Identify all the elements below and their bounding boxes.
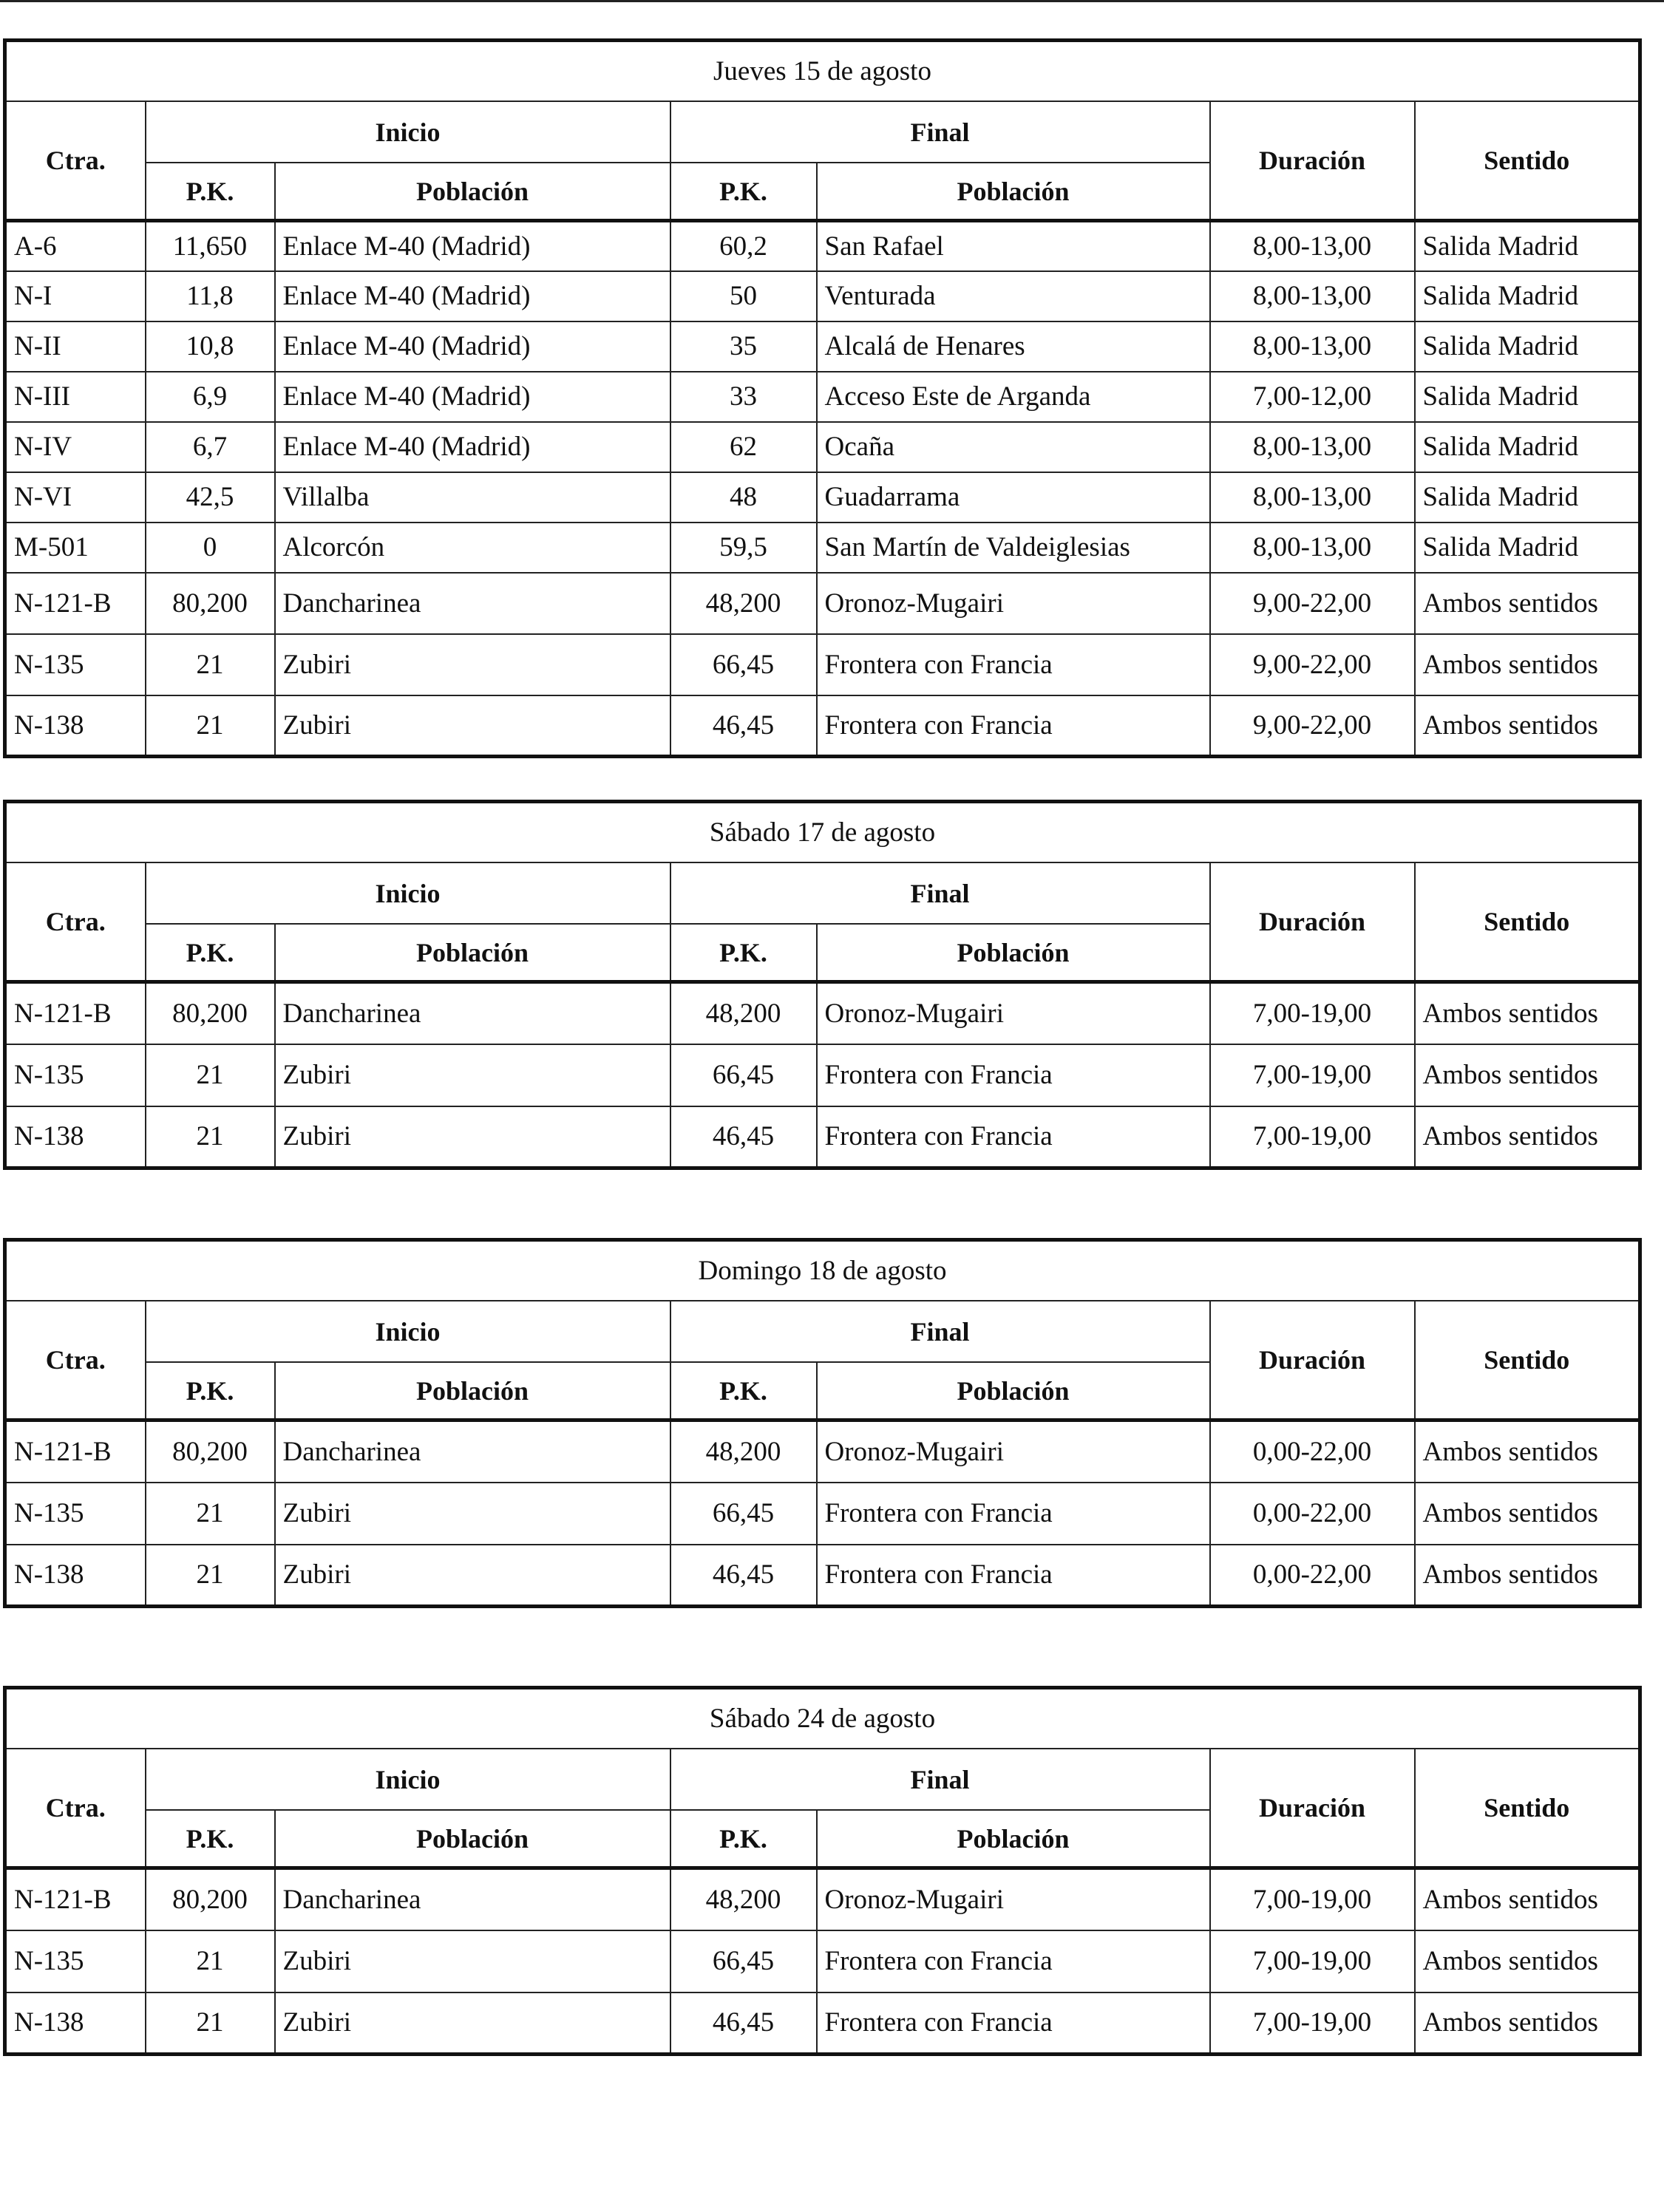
cell-duracion: 8,00-13,00 [1210,523,1415,573]
cell-poblacion-inicio: Dancharinea [275,982,670,1044]
table-row [5,634,1640,695]
cell-duracion: 8,00-13,00 [1210,422,1415,472]
cell-poblacion-final: Frontera con Francia [817,1483,1210,1545]
cell-poblacion-inicio: Zubiri [275,1483,670,1545]
cell-ctra: A-6 [5,221,146,271]
cell-poblacion-final: Guadarrama [817,472,1210,523]
cell-pk-final: 62 [670,422,817,472]
cell-poblacion-final: Venturada [817,271,1210,321]
cell-duracion: 0,00-22,00 [1210,1545,1415,1607]
cell-poblacion-inicio: Enlace M-40 (Madrid) [275,271,670,321]
cell-sentido: Ambos sentidos [1415,1044,1640,1106]
cell-sentido: Ambos sentidos [1415,1545,1640,1607]
cell-poblacion-inicio: Enlace M-40 (Madrid) [275,422,670,472]
cell-poblacion-inicio: Villalba [275,472,670,523]
header-pk-inicio: P.K. [146,924,275,982]
cell-pk-inicio: 80,200 [146,1868,275,1930]
cell-poblacion-final: Acceso Este de Arganda [817,372,1210,422]
cell-pk-final: 46,45 [670,1106,817,1168]
header-duracion: Duración [1210,1749,1415,1868]
cell-pk-inicio: 21 [146,1992,275,2055]
cell-poblacion-final: Oronoz-Mugairi [817,573,1210,634]
cell-pk-inicio: 21 [146,1483,275,1545]
cell-poblacion-final: San Martín de Valdeiglesias [817,523,1210,573]
cell-poblacion-inicio: Dancharinea [275,573,670,634]
cell-pk-final: 48,200 [670,1420,817,1483]
cell-pk-final: 59,5 [670,523,817,573]
header-duracion: Duración [1210,101,1415,221]
schedule-table [3,1238,1642,1608]
cell-pk-inicio: 21 [146,1044,275,1106]
cell-sentido: Salida Madrid [1415,472,1640,523]
cell-ctra: N-121-B [5,573,146,634]
cell-pk-final: 66,45 [670,1044,817,1106]
header-pk-final: P.K. [670,1810,817,1868]
cell-pk-inicio: 80,200 [146,573,275,634]
cell-poblacion-inicio: Alcorcón [275,523,670,573]
table-row [5,695,1640,757]
table-title: Sábado 24 de agosto [5,1688,1640,1749]
cell-ctra: N-135 [5,1044,146,1106]
cell-pk-inicio: 6,9 [146,372,275,422]
table-row [5,573,1640,634]
cell-duracion: 7,00-19,00 [1210,1106,1415,1168]
header-sentido: Sentido [1415,862,1640,982]
header-row-1 [5,101,1640,163]
cell-pk-final: 66,45 [670,634,817,695]
table-title-row [5,802,1640,863]
top-rule [0,0,1664,2]
cell-poblacion-inicio: Enlace M-40 (Madrid) [275,221,670,271]
schedule-block [3,800,1638,1170]
cell-pk-inicio: 80,200 [146,1420,275,1483]
table-row [5,1483,1640,1545]
cell-poblacion-final: Frontera con Francia [817,1545,1210,1607]
table-row [5,271,1640,321]
cell-sentido: Ambos sentidos [1415,1483,1640,1545]
cell-pk-final: 66,45 [670,1483,817,1545]
cell-sentido: Salida Madrid [1415,372,1640,422]
cell-ctra: N-121-B [5,1420,146,1483]
cell-ctra: N-138 [5,1545,146,1607]
table-row [5,422,1640,472]
header-pk-final: P.K. [670,924,817,982]
cell-duracion: 7,00-19,00 [1210,1868,1415,1930]
cell-poblacion-final: Oronoz-Mugairi [817,1868,1210,1930]
cell-pk-final: 50 [670,271,817,321]
header-ctra: Ctra. [5,862,146,982]
cell-duracion: 7,00-12,00 [1210,372,1415,422]
header-pk-final: P.K. [670,1362,817,1420]
cell-poblacion-inicio: Zubiri [275,1106,670,1168]
cell-duracion: 7,00-19,00 [1210,1930,1415,1992]
cell-poblacion-final: Oronoz-Mugairi [817,1420,1210,1483]
cell-poblacion-inicio: Enlace M-40 (Madrid) [275,321,670,372]
table-row [5,1106,1640,1168]
cell-poblacion-inicio: Zubiri [275,1992,670,2055]
header-row-1 [5,862,1640,924]
cell-pk-inicio: 11,8 [146,271,275,321]
cell-duracion: 9,00-22,00 [1210,634,1415,695]
table-title: Sábado 17 de agosto [5,802,1640,863]
cell-pk-final: 60,2 [670,221,817,271]
cell-poblacion-inicio: Dancharinea [275,1868,670,1930]
cell-ctra: N-121-B [5,982,146,1044]
cell-sentido: Salida Madrid [1415,271,1640,321]
cell-pk-final: 48,200 [670,573,817,634]
table-row [5,1930,1640,1992]
header-pk-final: P.K. [670,163,817,221]
cell-sentido: Salida Madrid [1415,221,1640,271]
header-ctra: Ctra. [5,1301,146,1420]
cell-poblacion-inicio: Dancharinea [275,1420,670,1483]
table-row [5,321,1640,372]
table-row [5,523,1640,573]
cell-poblacion-final: Frontera con Francia [817,1992,1210,2055]
header-poblacion-final: Población [817,1362,1210,1420]
header-final: Final [670,101,1210,163]
cell-poblacion-final: Frontera con Francia [817,1106,1210,1168]
schedule-block [3,1238,1638,1608]
cell-ctra: N-135 [5,1483,146,1545]
cell-ctra: M-501 [5,523,146,573]
cell-poblacion-inicio: Zubiri [275,1044,670,1106]
table-title-row [5,41,1640,102]
cell-sentido: Ambos sentidos [1415,695,1640,757]
cell-sentido: Ambos sentidos [1415,573,1640,634]
table-title-row [5,1240,1640,1301]
cell-duracion: 0,00-22,00 [1210,1483,1415,1545]
cell-pk-inicio: 21 [146,1545,275,1607]
cell-pk-inicio: 0 [146,523,275,573]
cell-poblacion-inicio: Enlace M-40 (Madrid) [275,372,670,422]
cell-ctra: N-135 [5,1930,146,1992]
header-poblacion-final: Población [817,163,1210,221]
table-row [5,221,1640,271]
header-row-1 [5,1749,1640,1810]
cell-pk-inicio: 6,7 [146,422,275,472]
cell-pk-inicio: 11,650 [146,221,275,271]
cell-sentido: Ambos sentidos [1415,1868,1640,1930]
cell-ctra: N-138 [5,1992,146,2055]
cell-poblacion-inicio: Zubiri [275,634,670,695]
cell-duracion: 8,00-13,00 [1210,321,1415,372]
header-poblacion-inicio: Población [275,1362,670,1420]
cell-sentido: Ambos sentidos [1415,982,1640,1044]
cell-duracion: 9,00-22,00 [1210,695,1415,757]
cell-pk-inicio: 42,5 [146,472,275,523]
cell-ctra: N-138 [5,695,146,757]
cell-sentido: Salida Madrid [1415,422,1640,472]
cell-poblacion-final: Frontera con Francia [817,1930,1210,1992]
cell-pk-inicio: 21 [146,1930,275,1992]
cell-ctra: N-III [5,372,146,422]
table-row [5,1044,1640,1106]
cell-ctra: N-IV [5,422,146,472]
cell-pk-inicio: 21 [146,1106,275,1168]
table-row [5,372,1640,422]
header-sentido: Sentido [1415,1749,1640,1868]
header-duracion: Duración [1210,1301,1415,1420]
cell-pk-inicio: 80,200 [146,982,275,1044]
header-inicio: Inicio [146,862,670,924]
cell-duracion: 8,00-13,00 [1210,221,1415,271]
schedule-block [3,38,1638,758]
cell-poblacion-final: San Rafael [817,221,1210,271]
cell-duracion: 9,00-22,00 [1210,573,1415,634]
table-row [5,982,1640,1044]
header-poblacion-final: Población [817,1810,1210,1868]
header-final: Final [670,1749,1210,1810]
cell-pk-final: 48,200 [670,982,817,1044]
schedule-table [3,800,1642,1170]
schedule-table [3,38,1642,758]
cell-sentido: Ambos sentidos [1415,1420,1640,1483]
table-row [5,1420,1640,1483]
cell-poblacion-inicio: Zubiri [275,695,670,757]
cell-sentido: Ambos sentidos [1415,634,1640,695]
cell-poblacion-final: Alcalá de Henares [817,321,1210,372]
cell-poblacion-final: Frontera con Francia [817,695,1210,757]
header-sentido: Sentido [1415,101,1640,221]
header-pk-inicio: P.K. [146,163,275,221]
header-inicio: Inicio [146,1749,670,1810]
cell-pk-inicio: 21 [146,634,275,695]
cell-ctra: N-138 [5,1106,146,1168]
header-row-1 [5,1301,1640,1362]
header-poblacion-inicio: Población [275,924,670,982]
cell-ctra: N-I [5,271,146,321]
header-sentido: Sentido [1415,1301,1640,1420]
schedule-table [3,1686,1642,2056]
header-final: Final [670,862,1210,924]
cell-poblacion-final: Ocaña [817,422,1210,472]
cell-duracion: 7,00-19,00 [1210,1992,1415,2055]
cell-ctra: N-135 [5,634,146,695]
header-poblacion-inicio: Población [275,163,670,221]
table-title: Jueves 15 de agosto [5,41,1640,102]
cell-poblacion-inicio: Zubiri [275,1930,670,1992]
cell-duracion: 7,00-19,00 [1210,1044,1415,1106]
cell-pk-inicio: 21 [146,695,275,757]
cell-pk-final: 35 [670,321,817,372]
cell-pk-final: 46,45 [670,1545,817,1607]
table-row [5,1992,1640,2055]
cell-sentido: Ambos sentidos [1415,1930,1640,1992]
cell-poblacion-inicio: Zubiri [275,1545,670,1607]
header-pk-inicio: P.K. [146,1362,275,1420]
cell-pk-final: 46,45 [670,1992,817,2055]
schedule-block [3,1686,1638,2056]
cell-pk-final: 66,45 [670,1930,817,1992]
header-pk-inicio: P.K. [146,1810,275,1868]
header-inicio: Inicio [146,1301,670,1362]
table-title: Domingo 18 de agosto [5,1240,1640,1301]
table-row [5,1545,1640,1607]
cell-duracion: 8,00-13,00 [1210,271,1415,321]
cell-sentido: Salida Madrid [1415,523,1640,573]
header-duracion: Duración [1210,862,1415,982]
cell-sentido: Salida Madrid [1415,321,1640,372]
cell-poblacion-final: Oronoz-Mugairi [817,982,1210,1044]
cell-ctra: N-II [5,321,146,372]
cell-sentido: Ambos sentidos [1415,1992,1640,2055]
table-row [5,472,1640,523]
cell-sentido: Ambos sentidos [1415,1106,1640,1168]
cell-pk-final: 46,45 [670,695,817,757]
header-ctra: Ctra. [5,1749,146,1868]
table-title-row [5,1688,1640,1749]
cell-ctra: N-VI [5,472,146,523]
cell-duracion: 0,00-22,00 [1210,1420,1415,1483]
header-poblacion-inicio: Población [275,1810,670,1868]
header-final: Final [670,1301,1210,1362]
cell-duracion: 7,00-19,00 [1210,982,1415,1044]
cell-poblacion-final: Frontera con Francia [817,1044,1210,1106]
cell-pk-final: 48,200 [670,1868,817,1930]
table-row [5,1868,1640,1930]
header-poblacion-final: Población [817,924,1210,982]
header-inicio: Inicio [146,101,670,163]
cell-pk-final: 33 [670,372,817,422]
cell-duracion: 8,00-13,00 [1210,472,1415,523]
cell-pk-final: 48 [670,472,817,523]
header-ctra: Ctra. [5,101,146,221]
cell-ctra: N-121-B [5,1868,146,1930]
cell-pk-inicio: 10,8 [146,321,275,372]
cell-poblacion-final: Frontera con Francia [817,634,1210,695]
